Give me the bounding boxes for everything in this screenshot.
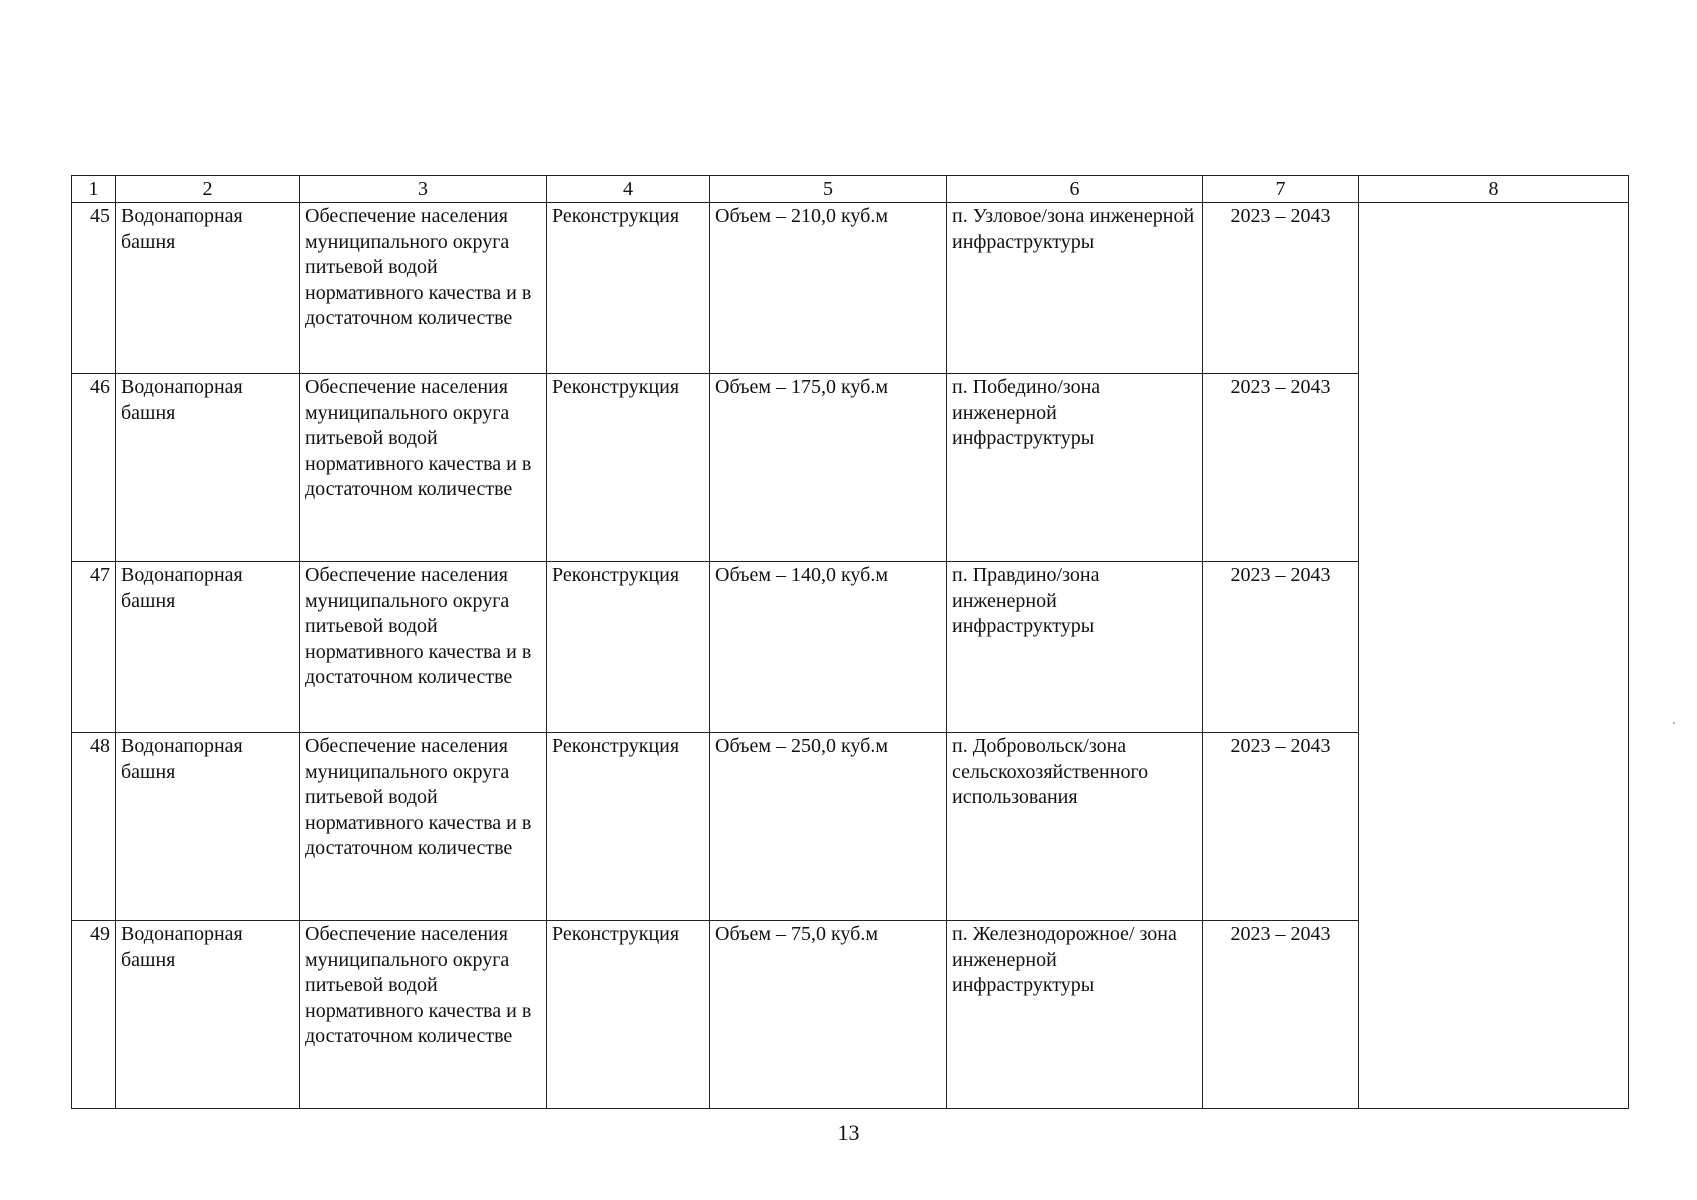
object-purpose: Обеспечение населения муниципального округа питьевой водой нормативного качества и в достаточном количестве	[300, 921, 547, 1109]
object-name: Водонапорная башня	[116, 562, 300, 733]
row-number: 47	[72, 562, 116, 733]
table-header-row	[72, 176, 1629, 203]
objects-table	[71, 175, 1629, 1109]
scan-speck	[1673, 722, 1675, 724]
object-location: п. Добровольск/зона сельскохозяйственного использования	[947, 733, 1203, 921]
object-characteristics: Объем – 75,0 куб.м	[710, 921, 947, 1109]
object-location: п. Железнодорожное/ зона инженерной инфраструктуры	[947, 921, 1203, 1109]
implementation-period: 2023 – 2043	[1203, 733, 1359, 921]
row-number: 46	[72, 374, 116, 562]
object-characteristics: Объем – 210,0 куб.м	[710, 203, 947, 374]
object-characteristics: Объем – 140,0 куб.м	[710, 562, 947, 733]
object-name: Водонапорная башня	[116, 921, 300, 1109]
object-location: п. Правдино/зона инженерной инфраструктуры	[947, 562, 1203, 733]
row-number: 48	[72, 733, 116, 921]
column-header: 2	[116, 176, 300, 203]
object-purpose: Обеспечение населения муниципального округа питьевой водой нормативного качества и в достаточном количестве	[300, 562, 547, 733]
implementation-period: 2023 – 2043	[1203, 374, 1359, 562]
object-location: п. Узловое/зона инженерной инфраструктуры	[947, 203, 1203, 374]
table-row	[72, 203, 1629, 374]
object-purpose: Обеспечение населения муниципального округа питьевой водой нормативного качества и в достаточном количестве	[300, 374, 547, 562]
work-type: Реконструкция	[547, 921, 710, 1109]
object-name: Водонапорная башня	[116, 203, 300, 374]
object-characteristics: Объем – 175,0 куб.м	[710, 374, 947, 562]
implementation-period: 2023 – 2043	[1203, 921, 1359, 1109]
column-header: 7	[1203, 176, 1359, 203]
implementation-period: 2023 – 2043	[1203, 562, 1359, 733]
work-type: Реконструкция	[547, 733, 710, 921]
object-characteristics: Объем – 250,0 куб.м	[710, 733, 947, 921]
object-purpose: Обеспечение населения муниципального округа питьевой водой нормативного качества и в достаточном количестве	[300, 203, 547, 374]
object-location: п. Победино/зона инженерной инфраструктуры	[947, 374, 1203, 562]
implementation-period: 2023 – 2043	[1203, 203, 1359, 374]
object-purpose: Обеспечение населения муниципального округа питьевой водой нормативного качества и в достаточном количестве	[300, 733, 547, 921]
work-type: Реконструкция	[547, 374, 710, 562]
column-header: 8	[1359, 176, 1629, 203]
column-header: 1	[72, 176, 116, 203]
row-number: 49	[72, 921, 116, 1109]
work-type: Реконструкция	[547, 203, 710, 374]
column-header: 6	[947, 176, 1203, 203]
column-8-cell	[1359, 203, 1629, 1109]
work-type: Реконструкция	[547, 562, 710, 733]
row-number: 45	[72, 203, 116, 374]
page-number: 13	[837, 1120, 860, 1145]
column-header: 3	[300, 176, 547, 203]
column-header: 4	[547, 176, 710, 203]
object-name: Водонапорная башня	[116, 374, 300, 562]
column-header: 5	[710, 176, 947, 203]
object-name: Водонапорная башня	[116, 733, 300, 921]
